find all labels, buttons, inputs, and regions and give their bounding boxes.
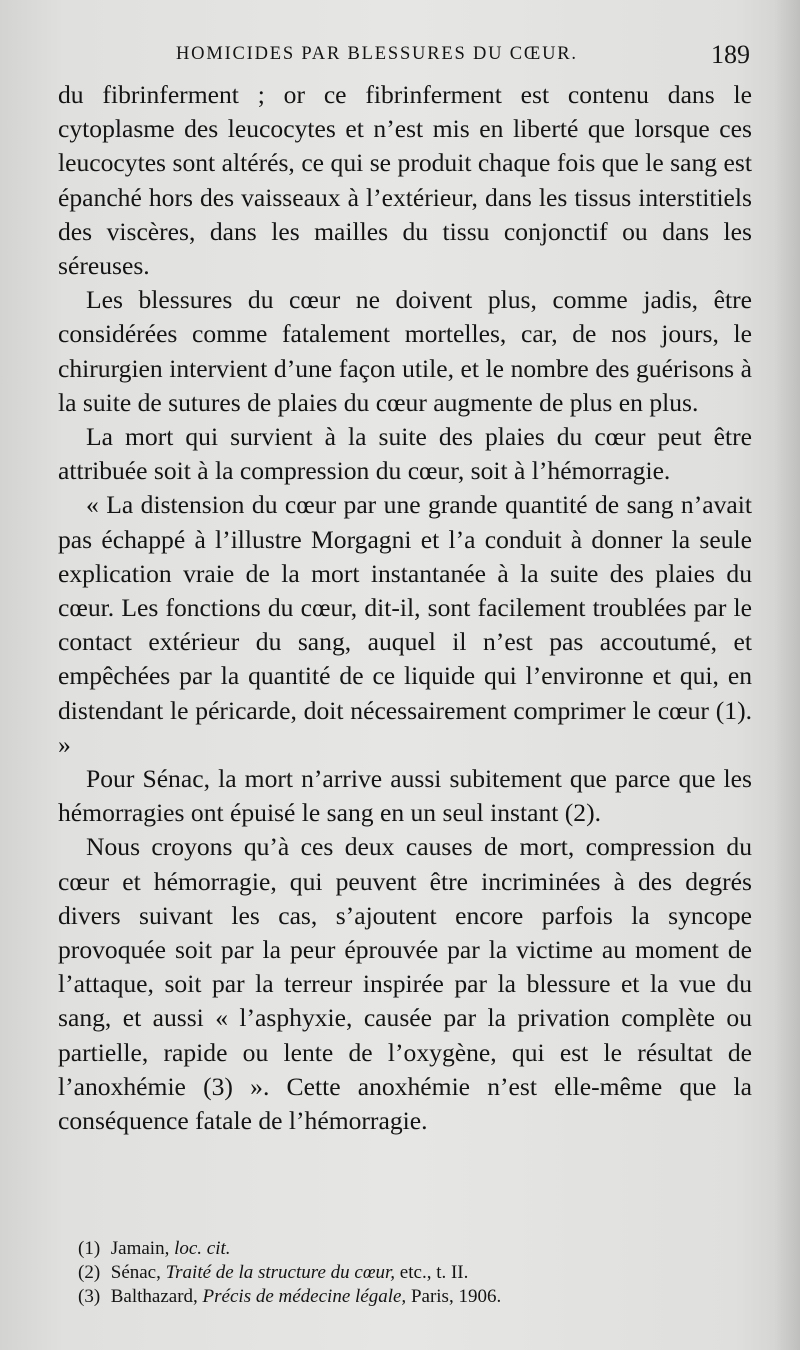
footnote-author: Sénac, xyxy=(110,1262,161,1283)
footnote-author: Jamain, xyxy=(110,1238,170,1259)
paragraph-causes-of-death: La mort qui survient à la suite des plaies du cœur peut être attribuée soit à la compression du cœur, soit à l’hémorragie. xyxy=(58,422,752,486)
footnote-work-title: loc. cit. xyxy=(174,1238,231,1259)
paragraph-continuation: du fibrinferment ; or ce fibrinferment est contenu dans le cytoplasme des leucocytes et n’est mis en liberté que lorsque ces leucocytes sont altérés, ce qui se produit chaque fois que le sang est épanché hors des vaisseaux à l’extérieur, dans les tissus interstitiels des viscères, dans les mailles du tissu conjonctif ou dans les séreuses. xyxy=(58,80,752,281)
footnote-author: Balthazard, xyxy=(110,1286,198,1307)
footnote xyxy=(78,1237,728,1261)
footnote xyxy=(78,1261,728,1285)
running-header xyxy=(176,42,756,72)
running-title: HOMICIDES PAR BLESSURES DU CŒUR. xyxy=(176,44,578,64)
paragraph-morgagni-quote: « La distension du cœur par une grande quantité de sang n’avait pas échappé à l’illustre Morgagni et l’a conduit à donner la seule explication vraie de la mort instantanée à la suite des plaies du cœur. Les fonctions du cœur, dit-il, sont facilement troublées par le contact extérieur du sang, auquel il n’est pas accoutumé, et empêchées par la quantité de ce liquide qui l’environne et qui, en distendant le péricarde, doit nécessairement comprimer le cœur (1). » xyxy=(58,490,752,759)
footnote-number: (1) xyxy=(78,1238,101,1259)
paragraph-wounds-no-longer-fatal: Les blessures du cœur ne doivent plus, comme jadis, être considérées comme fatalement mortelles, car, de nos jours, le chirurgien intervient d’une façon utile, et le nombre des guérisons à la suite de sutures de plaies du cœur augmente de plus en plus. xyxy=(58,285,752,417)
body-text xyxy=(58,78,752,1138)
paragraph-senac: Pour Sénac, la mort n’arrive aussi subitement que parce que les hémorragies ont épuisé le sang en un seul instant (2). xyxy=(58,764,752,828)
footnote-number: (3) xyxy=(78,1286,101,1307)
footnote-work-title: Traité de la structure du cœur, xyxy=(165,1262,396,1283)
footnote xyxy=(78,1285,728,1309)
page-number: 189 xyxy=(711,40,750,69)
footnotes xyxy=(78,1237,728,1309)
footnote-work-title: Précis de médecine légale, xyxy=(202,1286,407,1307)
footnote-details: Paris, 1906. xyxy=(410,1286,502,1307)
footnote-details: etc., t. II. xyxy=(399,1262,469,1283)
paragraph-syncope-asphyxia: Nous croyons qu’à ces deux causes de mort, compression du cœur et hémorragie, qui peuvent être incriminées à des degrés divers suivant les cas, s’ajoutent encore parfois la syncope provoquée soit par la peur éprouvée par la victime au moment de l’attaque, soit par la terreur inspirée par la blessure et la vue du sang, et aussi « l’asphyxie, causée par la privation complète ou partielle, rapide ou lente de l’oxygène, qui est le résultat de l’anoxhémie (3) ». Cette anoxhémie n’est elle-même que la conséquence fatale de l’hémorragie. xyxy=(58,832,752,1136)
footnote-number: (2) xyxy=(78,1262,101,1283)
